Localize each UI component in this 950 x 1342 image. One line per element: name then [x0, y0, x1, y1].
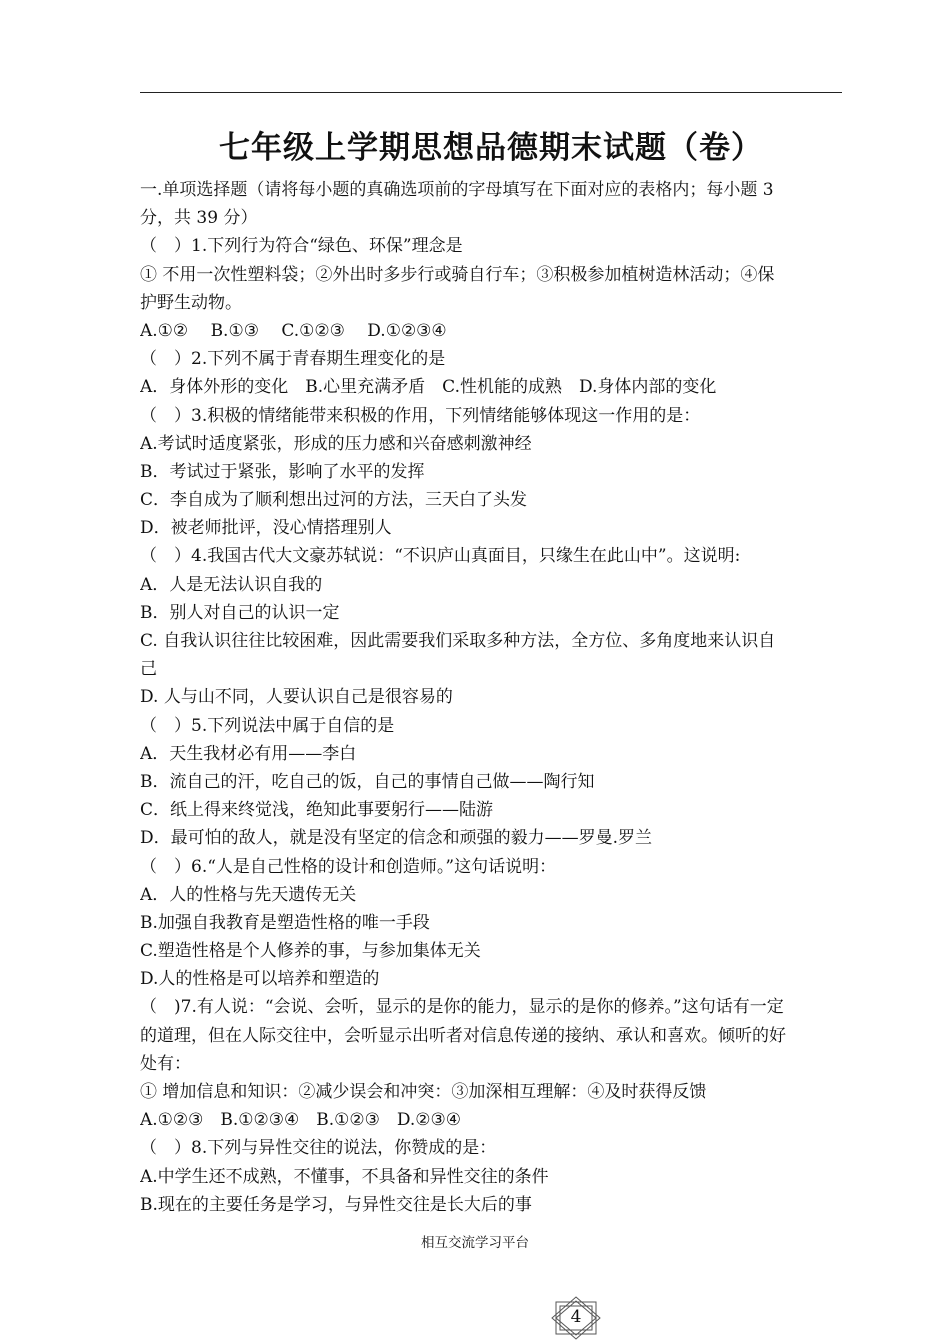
text-line: A.①②③ B.①②③④ B.①②③ D.②③④: [140, 1110, 462, 1131]
text-line: A．人是无法认识自我的: [140, 574, 323, 595]
text-line: B．考试过于紧张，影响了水平的发挥: [140, 461, 425, 482]
text-line: A.中学生还不成熟，不懂事，不具备和异性交往的条件: [140, 1166, 549, 1187]
text-line: D．被老师批评，没心情搭理别人: [140, 518, 392, 539]
text-line: C．李自成为了顺利想出过河的方法，三天白了头发: [140, 490, 528, 511]
text-line: 处有：: [140, 1053, 191, 1074]
text-line: 己: [140, 659, 157, 680]
text-line: 的道理，但在人际交往中，会听显示出听者对信息传递的接纳、承认和喜欢。倾听的好: [140, 1025, 786, 1046]
text-line: 一.单项选择题（请将每小题的真确选项前的字母填写在下面对应的表格内；每小题 3: [140, 180, 774, 200]
text-line: （ ）5.下列说法中属于自信的是: [140, 715, 395, 736]
text-line: A．天生我材必有用——李白: [140, 743, 357, 764]
text-line: B.现在的主要任务是学习，与异性交往是长大后的事: [140, 1194, 532, 1215]
text-line: C.塑造性格是个人修养的事，与参加集体无关: [140, 941, 481, 962]
text-line: 护野生动物。: [140, 292, 242, 313]
text-line: C. 自我认识往往比较困难，因此需要我们采取多种方法，全方位、多角度地来认识自: [140, 631, 776, 651]
text-line: （ ）4.我国古代大文豪苏轼说：“不识庐山真面目，只缘生在此山中”。这说明:: [140, 546, 741, 567]
text-line: A.考试时适度紧张，形成的压力感和兴奋感刺激神经: [140, 433, 532, 454]
page-number-badge: [548, 1296, 604, 1340]
text-line: B.加强自我教育是塑造性格的唯一手段: [140, 912, 430, 933]
text-line: A.①② B.①③ C.①②③ D.①②③④: [140, 320, 447, 341]
page-number: 4: [570, 1307, 582, 1327]
text-line: （ ）3.积极的情绪能带来积极的作用，下列情绪能够体现这一作用的是：: [140, 405, 701, 426]
text-line: D．最可怕的敌人，就是没有坚定的信念和顽强的毅力——罗曼.罗兰: [140, 828, 653, 849]
text-line: D.人的性格是可以培养和塑造的: [140, 969, 380, 990]
text-line: C．纸上得来终觉浅，绝知此事要躬行——陆游: [140, 800, 494, 821]
text-line: （ ）1.下列行为符合“绿色、环保”理念是: [140, 236, 463, 257]
text-line: B．流自己的汗，吃自己的饭，自己的事情自己做——陶行知: [140, 771, 595, 792]
text-line: （ )7.有人说：“会说、会听，显示的是你的能力，显示的是你的修养。”这句话有一定: [140, 997, 784, 1018]
header-rule: [140, 92, 842, 93]
text-line: A．人的性格与先天遗传无关: [140, 884, 357, 905]
text-line: ① 不用一次性塑料袋；②外出时多步行或骑自行车；③积极参加植树造林活动；④保: [140, 264, 775, 285]
text-line: A．身体外形的变化 B.心里充满矛盾 C.性机能的成熟 D.身体内部的变化: [140, 377, 717, 398]
text-line: 分，共 39 分）: [140, 208, 258, 229]
page-title: 七年级上学期思想品德期末试题（卷）: [219, 130, 763, 166]
text-line: B．别人对自己的认识一定: [140, 602, 340, 623]
text-line: ① 增加信息和知识：②减少误会和冲突：③加深相互理解：④及时获得反馈: [140, 1082, 707, 1102]
text-line: （ ）2.下列不属于青春期生理变化的是: [140, 349, 446, 370]
footer-text: 相互交流学习平台: [421, 1235, 529, 1251]
text-line: （ ）8.下列与异性交往的说法，你赞成的是：: [140, 1138, 497, 1159]
text-line: D. 人与山不同，人要认识自己是很容易的: [140, 687, 453, 708]
text-line: （ ）6.“人是自己性格的设计和创造师。”这句话说明：: [140, 856, 557, 877]
exam-body: [140, 176, 842, 1219]
